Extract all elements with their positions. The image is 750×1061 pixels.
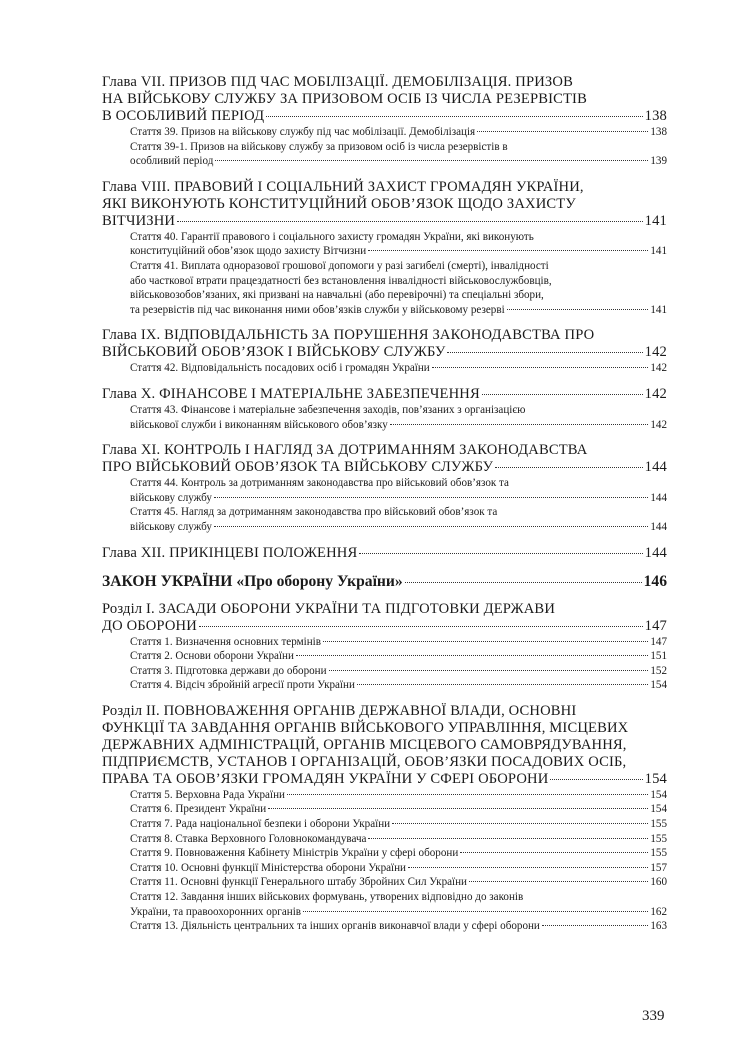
toc-page-number: 157 — [650, 861, 667, 874]
toc-entry-title: Стаття 2. Основи оборони України — [130, 650, 294, 663]
toc-entry-line: НА ВІЙСЬКОВУ СЛУЖБУ ЗА ПРИЗОВОМ ОСІБ ІЗ ЧИСЛА РЕЗЕРВІСТІВ — [102, 91, 587, 107]
dot-leader — [477, 131, 648, 132]
toc-entry-title: Стаття 10. Основні функції Міністерства оборони України — [130, 861, 406, 874]
toc-entry-title: ЗАКОН УКРАЇНИ «Про оборону України» — [102, 572, 403, 590]
toc-entry-line: Стаття 12. Завдання інших військових формувань, утворених відповідно до законів — [130, 891, 524, 904]
toc-page-number: 155 — [650, 847, 667, 860]
toc-article-entry — [102, 649, 667, 664]
toc-page-number: 142 — [650, 362, 667, 375]
toc-entry-title: військову службу — [130, 520, 212, 533]
toc-entry-row — [102, 344, 667, 361]
toc-entry-row — [102, 545, 667, 562]
toc-entry-line: ДЕРЖАВНИХ АДМІНІСТРАЦІЙ, ОРГАНІВ МІСЦЕВОГО САМОВРЯДУВАННЯ, — [102, 736, 627, 753]
table-of-contents — [102, 74, 667, 934]
toc-entry-title: військової служби і виконанням військового обов’язку — [130, 418, 388, 431]
dot-leader — [542, 925, 648, 926]
toc-chapter-entry — [102, 327, 667, 361]
dot-leader — [329, 670, 649, 671]
toc-entry-title: військову службу — [130, 491, 212, 504]
toc-entry-row — [130, 802, 667, 817]
toc-entry-row — [130, 875, 667, 890]
toc-entry-row — [130, 635, 667, 650]
dot-leader — [507, 309, 649, 310]
toc-entry-row — [130, 788, 667, 803]
dot-leader — [215, 160, 648, 161]
toc-page-number: 146 — [643, 572, 667, 590]
toc-entry-line: Стаття 45. Нагляд за дотриманням законодавства про військовий обов’язок та — [130, 506, 498, 519]
toc-entry-row — [130, 361, 667, 376]
toc-page-number: 141 — [650, 303, 667, 316]
dot-leader — [303, 911, 648, 912]
toc-entry-row — [102, 386, 667, 403]
toc-entry-title: Глава XII. ПРИКІНЦЕВІ ПОЛОЖЕННЯ — [102, 544, 358, 561]
page-number: 339 — [642, 1008, 665, 1024]
toc-entry-line: Глава VII. ПРИЗОВ ПІД ЧАС МОБІЛІЗАЦІЇ. ДЕМОБІЛІЗАЦІЯ. ПРИЗОВ — [102, 74, 573, 90]
toc-page-number: 162 — [650, 905, 667, 918]
toc-chapter-entry — [102, 442, 667, 476]
toc-entry-line: Розділ II. ПОВНОВАЖЕННЯ ОРГАНІВ ДЕРЖАВНОЇ ВЛАДИ, ОСНОВНІ — [102, 702, 577, 719]
toc-entry-row — [102, 108, 667, 125]
toc-entry-title: ВІЙСЬКОВИЙ ОБОВ’ЯЗОК І ВІЙСЬКОВУ СЛУЖБУ — [102, 344, 446, 361]
toc-entry-line: Стаття 43. Фінансове і матеріальне забезпечення заходів, пов’язаних з організацією — [130, 403, 526, 416]
dot-leader — [199, 626, 643, 627]
toc-page-number: 141 — [650, 245, 667, 258]
dot-leader — [495, 467, 643, 468]
toc-entry-row — [130, 664, 667, 679]
dot-leader — [447, 352, 642, 353]
dot-leader — [482, 394, 643, 395]
toc-entry-title: ДО ОБОРОНИ — [102, 617, 197, 634]
toc-entry-line: Розділ I. ЗАСАДИ ОБОРОНИ УКРАЇНИ ТА ПІДГОТОВКИ ДЕРЖАВИ — [102, 600, 556, 617]
toc-entry-title: Стаття 42. Відповідальність посадових осіб і громадян України — [130, 362, 430, 375]
dot-leader — [368, 250, 648, 251]
toc-entry-row — [130, 817, 667, 832]
dot-leader — [357, 684, 648, 685]
toc-entry-title: Стаття 7. Рада національної безпеки і оборони України — [130, 818, 391, 831]
dot-leader — [460, 852, 648, 853]
dot-leader — [177, 221, 643, 222]
toc-entry-row — [130, 905, 667, 920]
toc-article-entry — [102, 476, 667, 505]
toc-page-number: 147 — [644, 617, 667, 634]
toc-article-entry — [102, 861, 667, 876]
toc-article-entry — [102, 919, 667, 934]
toc-chapter-entry — [102, 386, 667, 403]
toc-article-entry — [102, 846, 667, 861]
toc-entry-line: Глава IX. ВІДПОВІДАЛЬНІСТЬ ЗА ПОРУШЕННЯ ЗАКОНОДАВСТВА ПРО — [102, 327, 595, 344]
toc-article-entry — [102, 230, 667, 259]
toc-article-entry — [102, 875, 667, 890]
dot-leader — [214, 526, 648, 527]
dot-leader — [214, 497, 648, 498]
toc-entry-line: Стаття 41. Виплата одноразової грошової допомоги у разі загибелі (смерті), інвалідності — [130, 259, 549, 272]
toc-article-entry — [102, 802, 667, 817]
toc-entry-row — [102, 618, 667, 635]
toc-entry-title: України, та правоохоронних органів — [130, 905, 302, 918]
dot-leader — [469, 881, 648, 882]
toc-entry-title: Стаття 9. Повноваження Кабінету Міністрів України у сфері оборони — [130, 847, 459, 860]
toc-page-number: 139 — [650, 155, 667, 168]
toc-entry-line: Стаття 39-1. Призов на військову службу за призовом осіб із числа резервістів в — [130, 140, 508, 153]
toc-entry-line: Глава VIII. ПРАВОВИЙ І СОЦІАЛЬНИЙ ЗАХИСТ ГРОМАДЯН УКРАЇНИ, — [102, 178, 584, 195]
toc-page-number: 144 — [644, 459, 667, 476]
toc-entry-line: Стаття 44. Контроль за дотриманням законодавства про військовий обов’язок та — [130, 477, 509, 490]
toc-page-number: 142 — [650, 418, 667, 431]
toc-entry-row — [130, 418, 667, 433]
toc-entry-title: особливий період — [130, 155, 214, 168]
toc-page-number: 144 — [650, 491, 667, 504]
dot-leader — [266, 116, 642, 117]
toc-page-number: 154 — [650, 679, 667, 692]
toc-entry-title: ПРАВА ТА ОБОВ’ЯЗКИ ГРОМАДЯН УКРАЇНИ У СФЕРІ ОБОРОНИ — [102, 770, 549, 787]
toc-page-number: 154 — [650, 803, 667, 816]
toc-entry-title: Стаття 39. Призов на військову службу під час мобілізації. Демобілізація — [130, 126, 476, 138]
toc-page-number: 151 — [650, 650, 667, 663]
toc-chapter-entry — [102, 601, 667, 635]
dot-leader — [368, 838, 648, 839]
toc-entry-row — [102, 572, 667, 591]
toc-page-number: 152 — [650, 664, 667, 677]
toc-page-number: 142 — [644, 344, 667, 361]
toc-entry-title: ВІТЧИЗНИ — [102, 212, 176, 229]
toc-entry-row — [130, 303, 667, 318]
toc-page-number: 154 — [650, 788, 667, 801]
toc-entry-row — [130, 861, 667, 876]
dot-leader — [432, 367, 649, 368]
toc-page-number: 147 — [650, 635, 667, 648]
toc-entry-title: Стаття 5. Верховна Рада України — [130, 788, 285, 801]
toc-law-entry — [102, 572, 667, 591]
toc-entry-line: Стаття 40. Гарантії правового і соціального захисту громадян України, які виконують — [130, 230, 534, 243]
toc-entry-line: ФУНКЦІЇ ТА ЗАВДАННЯ ОРГАНІВ ВІЙСЬКОВОГО УПРАВЛІННЯ, МІСЦЕВИХ — [102, 719, 629, 736]
toc-entry-line: Глава XI. КОНТРОЛЬ І НАГЛЯД ЗА ДОТРИМАННЯМ ЗАКОНОДАВСТВА — [102, 442, 588, 459]
toc-page-number: 138 — [644, 108, 667, 124]
dot-leader — [323, 641, 648, 642]
dot-leader — [550, 779, 642, 780]
toc-entry-row — [130, 919, 667, 934]
dot-leader — [287, 794, 648, 795]
toc-article-entry — [102, 635, 667, 650]
toc-page-number: 142 — [644, 385, 667, 402]
dot-leader — [296, 655, 648, 656]
toc-entry-title: та резервістів під час виконання ними обов’язків служби у військовому резерві — [130, 303, 505, 316]
dot-leader — [405, 582, 642, 583]
toc-entry-title: Глава X. ФІНАНСОВЕ І МАТЕРІАЛЬНЕ ЗАБЕЗПЕЧЕННЯ — [102, 385, 480, 402]
toc-entry-title: В ОСОБЛИВИЙ ПЕРІОД — [102, 108, 265, 124]
toc-article-entry — [102, 505, 667, 534]
toc-entry-row — [102, 213, 667, 230]
dot-leader — [392, 823, 648, 824]
toc-article-entry — [102, 890, 667, 919]
toc-chapter-entry — [102, 545, 667, 562]
toc-page-number: 160 — [650, 876, 667, 889]
toc-entry-line: військовозобов’язаних, які призвані на навчальні (або перевірочні) та спеціальні збори, — [130, 289, 544, 302]
toc-article-entry — [102, 403, 667, 432]
toc-page-number: 141 — [644, 212, 667, 229]
toc-entry-row — [130, 520, 667, 535]
toc-entry-row — [102, 459, 667, 476]
toc-article-entry — [102, 678, 667, 693]
toc-entry-title: Стаття 1. Визначення основних термінів — [130, 635, 321, 648]
toc-entry-title: Стаття 11. Основні функції Генерального штабу Збройних Сил України — [130, 876, 467, 889]
toc-page-number: 144 — [644, 544, 667, 561]
toc-article-entry — [102, 788, 667, 803]
toc-entry-row — [130, 678, 667, 693]
toc-page-number: 155 — [650, 832, 667, 845]
toc-entry-line: ЯКІ ВИКОНУЮТЬ КОНСТИТУЦІЙНИЙ ОБОВ’ЯЗОК ЩОДО ЗАХИСТУ — [102, 195, 576, 212]
toc-article-entry — [102, 125, 667, 140]
toc-entry-line: ПІДПРИЄМСТВ, УСТАНОВ І ОРГАНІЗАЦІЙ, ОБОВ’ЯЗКИ ПОСАДОВИХ ОСІБ, — [102, 753, 627, 770]
toc-entry-row — [130, 125, 667, 140]
toc-article-entry — [102, 832, 667, 847]
toc-page-number: 138 — [650, 126, 667, 138]
toc-entry-title: Стаття 13. Діяльність центральних та інших органів виконавчої влади у сфері оборони — [130, 920, 540, 933]
toc-entry-row — [130, 832, 667, 847]
toc-entry-title: ПРО ВІЙСЬКОВИЙ ОБОВ’ЯЗОК ТА ВІЙСЬКОВУ СЛУЖБУ — [102, 459, 494, 476]
toc-chapter-entry — [102, 74, 667, 125]
dot-leader — [390, 424, 649, 425]
toc-entry-title: Стаття 8. Ставка Верховного Головнокомандувача — [130, 832, 367, 845]
toc-entry-row — [130, 491, 667, 506]
toc-entry-title: конституційний обов’язок щодо захисту Вітчизни — [130, 245, 367, 258]
toc-entry-row — [130, 244, 667, 259]
toc-entry-row — [130, 154, 667, 169]
dot-leader — [408, 867, 648, 868]
toc-article-entry — [102, 361, 667, 376]
toc-entry-title: Стаття 3. Підготовка держави до оборони — [130, 664, 327, 677]
dot-leader — [359, 553, 642, 554]
toc-entry-row — [130, 649, 667, 664]
toc-article-entry — [102, 817, 667, 832]
toc-entry-title: Стаття 6. Президент України — [130, 803, 267, 816]
toc-page-number: 155 — [650, 818, 667, 831]
toc-chapter-entry — [102, 703, 667, 788]
toc-entry-row — [102, 771, 667, 788]
toc-page-number: 154 — [644, 770, 667, 787]
toc-article-entry — [102, 140, 667, 169]
toc-entry-row — [130, 846, 667, 861]
toc-page-number: 144 — [650, 520, 667, 533]
toc-article-entry — [102, 259, 667, 317]
toc-chapter-entry — [102, 179, 667, 230]
toc-entry-line: або часткової втрати працездатності без встановлення інвалідності військовослужбовців, — [130, 274, 552, 287]
toc-entry-title: Стаття 4. Відсіч збройній агресії проти України — [130, 679, 355, 692]
toc-page-number: 163 — [650, 920, 667, 933]
toc-article-entry — [102, 664, 667, 679]
dot-leader — [268, 808, 648, 809]
